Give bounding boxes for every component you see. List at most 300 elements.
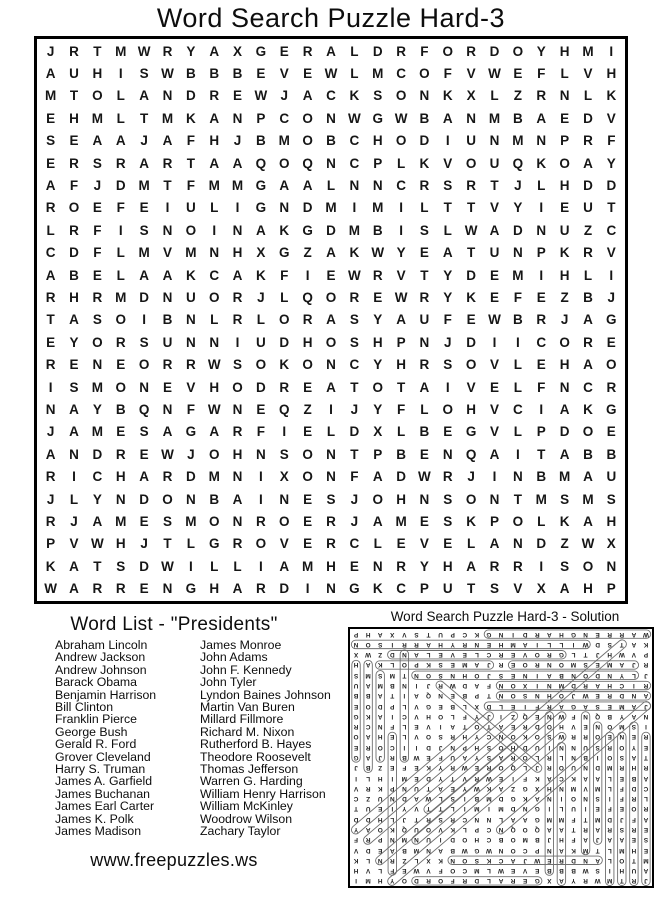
grid-cell: Z (303, 402, 312, 418)
grid-cell: L (513, 379, 522, 395)
grid-cell: O (498, 764, 504, 772)
grid-cell: M (474, 805, 480, 813)
grid-cell: E (462, 651, 467, 659)
word-list-item: John Adams (200, 650, 268, 665)
grid-cell: P (560, 133, 570, 149)
grid-cell: P (396, 334, 406, 350)
grid-cell: N (162, 290, 173, 306)
grid-cell: I (609, 267, 614, 283)
grid-cell: Y (438, 764, 443, 772)
grid-cell: N (162, 581, 173, 597)
grid-cell: V (186, 379, 196, 395)
grid-cell: R (326, 536, 336, 552)
grid-cell: L (420, 200, 429, 216)
grid-cell: O (474, 723, 480, 731)
grid-cell: O (534, 733, 540, 741)
grid-cell: O (522, 661, 528, 669)
grid-cell: I (72, 469, 76, 485)
grid-cell: I (118, 222, 123, 238)
grid-cell: M (91, 379, 104, 395)
grid-cell: P (536, 424, 546, 440)
grid-cell: A (414, 692, 419, 700)
grid-cell: H (547, 784, 552, 792)
grid-cell: O (325, 334, 337, 350)
grid-cell: W (161, 558, 174, 574)
grid-cell: V (606, 245, 616, 261)
grid-cell: L (186, 536, 195, 552)
grid-cell: Y (606, 155, 616, 171)
grid-cell: F (390, 867, 395, 875)
grid-cell: R (536, 312, 547, 328)
grid-cell: N (139, 379, 149, 395)
grid-cell: E (353, 743, 359, 751)
grid-cell: H (353, 867, 359, 875)
grid-cell: G (474, 846, 480, 854)
grid-cell: L (366, 774, 371, 782)
grid-cell: B (583, 754, 588, 762)
grid-cell: R (583, 877, 588, 885)
grid-cell: G (279, 245, 290, 261)
grid-cell: I (488, 805, 490, 813)
grid-cell: N (583, 630, 588, 638)
grid-cell: R (232, 290, 243, 306)
grid-cell: J (46, 424, 55, 440)
grid-cell: H (606, 514, 617, 530)
grid-cell: Y (619, 671, 624, 679)
grid-cell: L (426, 651, 431, 659)
grid-cell: L (486, 877, 491, 885)
grid-cell: B (326, 133, 336, 149)
grid-cell: I (391, 774, 394, 782)
grid-cell: N (377, 856, 383, 864)
grid-cell: R (643, 764, 649, 772)
grid-cell: L (537, 514, 546, 530)
grid-cell: P (490, 514, 500, 530)
grid-cell: D (353, 815, 359, 823)
grid-cell: O (462, 856, 468, 864)
grid-cell: S (595, 743, 600, 751)
grid-cell: F (571, 815, 576, 823)
grid-cell: G (353, 712, 359, 720)
grid-cell: S (139, 222, 149, 238)
grid-cell: J (233, 133, 242, 149)
grid-cell: M (91, 424, 104, 440)
grid-cell: I (539, 267, 544, 283)
grid-cell: H (559, 178, 570, 194)
grid-cell: I (463, 805, 466, 813)
grid-cell: C (365, 723, 371, 731)
grid-cell: Z (560, 290, 569, 306)
grid-cell: N (486, 815, 492, 823)
grid-cell: A (583, 357, 593, 373)
grid-cell: R (583, 133, 593, 149)
grid-cell: A (583, 702, 588, 710)
grid-cell: G (208, 536, 220, 552)
grid-cell: W (347, 110, 361, 126)
grid-cell: A (139, 88, 149, 104)
grid-cell: N (442, 446, 453, 462)
grid-cell: Y (474, 712, 479, 720)
word-list-item: Abraham Lincoln (55, 638, 148, 652)
grid-cell: A (442, 110, 453, 126)
grid-cell: S (443, 491, 453, 507)
grid-cell: H (606, 66, 617, 82)
grid-cell: Q (510, 764, 516, 772)
grid-cell: H (372, 334, 383, 350)
grid-cell: R (466, 178, 477, 194)
grid-cell: I (512, 630, 514, 638)
grid-cell: O (279, 312, 290, 328)
grid-cell: D (115, 178, 126, 194)
grid-cell: C (559, 774, 564, 782)
grid-cell: O (465, 155, 477, 171)
grid-cell: V (443, 155, 453, 171)
grid-cell: U (559, 222, 570, 238)
grid-cell: R (607, 630, 613, 638)
grid-cell: K (185, 267, 196, 283)
grid-cell: A (619, 836, 625, 844)
grid-cell: M (348, 222, 360, 238)
grid-cell: I (548, 743, 551, 751)
grid-cell: T (396, 379, 406, 395)
grid-cell: R (547, 702, 552, 710)
grid-cell: I (500, 712, 502, 720)
grid-cell: P (390, 784, 395, 792)
grid-cell: W (497, 867, 505, 875)
grid-cell: R (547, 651, 552, 659)
grid-cell: T (631, 856, 636, 864)
grid-cell: E (390, 733, 395, 741)
grid-cell: K (279, 222, 290, 238)
grid-cell: N (619, 733, 625, 741)
grid-cell: M (488, 110, 501, 126)
grid-cell: O (208, 514, 220, 530)
grid-cell: L (414, 856, 419, 864)
grid-cell: I (399, 222, 403, 238)
grid-cell: O (325, 290, 337, 306)
grid-cell: P (373, 446, 383, 462)
grid-cell: B (512, 110, 523, 126)
grid-cell: V (69, 536, 79, 552)
grid-cell: O (426, 671, 432, 679)
grid-cell: R (462, 640, 468, 648)
grid-cell: J (444, 334, 452, 350)
grid-cell: I (539, 558, 544, 574)
grid-cell: M (607, 661, 613, 669)
grid-cell: U (185, 290, 196, 306)
grid-cell: E (607, 733, 612, 741)
grid-cell: B (547, 867, 552, 875)
grid-cell: Y (474, 754, 479, 762)
grid-cell: N (512, 469, 523, 485)
grid-cell: A (559, 877, 564, 885)
grid-cell: S (139, 334, 149, 350)
grid-cell: J (595, 836, 600, 844)
solution-word-capsule (434, 679, 543, 774)
grid-cell: I (608, 795, 611, 803)
grid-cell: S (595, 702, 600, 710)
grid-cell: H (619, 867, 625, 875)
grid-cell: A (209, 155, 220, 171)
grid-cell: N (512, 245, 523, 261)
grid-cell: K (450, 825, 455, 833)
grid-cell: A (256, 222, 266, 238)
grid-cell: P (373, 155, 383, 171)
grid-cell: I (445, 133, 450, 149)
grid-cell: D (522, 743, 528, 751)
solution-word-capsule (352, 660, 360, 762)
grid-cell: U (256, 334, 266, 350)
grid-cell: L (513, 357, 522, 373)
grid-cell: K (536, 155, 547, 171)
grid-cell: E (443, 536, 453, 552)
grid-cell: Z (402, 856, 407, 864)
word-list-item: Grover Cleveland (55, 749, 151, 764)
grid-cell: L (233, 558, 242, 574)
grid-cell: E (450, 661, 455, 669)
grid-cell: A (643, 867, 649, 875)
grid-cell: S (378, 640, 383, 648)
grid-cell: J (350, 514, 359, 530)
grid-cell: S (486, 743, 492, 751)
grid-cell: J (378, 754, 382, 762)
grid-cell: D (279, 334, 290, 350)
grid-cell: H (69, 110, 79, 126)
word-list-item: Barack Obama (55, 675, 138, 690)
grid-cell: E (303, 536, 313, 552)
grid-cell: A (438, 846, 443, 854)
grid-cell: W (464, 222, 478, 238)
grid-cell: A (326, 312, 336, 328)
grid-cell: L (607, 784, 612, 792)
grid-cell: E (419, 514, 429, 530)
grid-cell: G (185, 424, 197, 440)
grid-cell: E (643, 846, 649, 854)
grid-cell: N (402, 784, 407, 792)
grid-cell: N (559, 743, 564, 751)
grid-cell: R (607, 825, 613, 833)
grid-cell: S (419, 222, 429, 238)
grid-cell: G (534, 805, 540, 813)
grid-cell: A (489, 222, 500, 238)
grid-cell: H (92, 66, 103, 82)
grid-cell: F (186, 402, 195, 418)
grid-cell: V (490, 402, 500, 418)
grid-cell: R (396, 558, 406, 574)
grid-cell: W (461, 846, 468, 854)
grid-cell: J (70, 514, 78, 530)
grid-cell: A (474, 661, 480, 669)
grid-cell: N (536, 222, 547, 238)
grid-cell: T (490, 178, 499, 194)
grid-cell: S (595, 795, 600, 803)
grid-cell: A (438, 784, 443, 792)
grid-cell: A (510, 815, 516, 823)
grid-cell: F (619, 795, 624, 803)
grid-cell: M (594, 784, 601, 792)
grid-cell: H (209, 133, 220, 149)
grid-cell: V (279, 66, 289, 82)
grid-cell: N (571, 754, 576, 762)
grid-cell: F (443, 66, 452, 82)
grid-cell: E (631, 836, 637, 844)
grid-cell: H (377, 733, 383, 741)
grid-cell: H (607, 651, 613, 659)
grid-cell: O (450, 867, 456, 875)
grid-cell: Y (438, 774, 443, 782)
grid-cell: G (426, 702, 432, 710)
grid-cell: R (162, 357, 173, 373)
grid-cell: D (619, 692, 625, 700)
grid-cell: N (498, 682, 504, 690)
grid-cell: G (465, 424, 477, 440)
grid-cell: T (619, 640, 624, 648)
grid-cell: K (353, 856, 359, 864)
solution-word-capsule (448, 856, 602, 864)
grid-cell: I (539, 402, 544, 418)
grid-cell: W (461, 764, 468, 772)
grid-cell: B (559, 671, 564, 679)
grid-cell: V (353, 846, 359, 854)
grid-cell: S (595, 867, 600, 875)
grid-cell: E (490, 290, 500, 306)
grid-cell: L (350, 66, 359, 82)
grid-cell: T (426, 630, 431, 638)
grid-cell: Q (401, 825, 407, 833)
grid-cell: L (523, 764, 528, 772)
grid-cell: D (365, 846, 371, 854)
grid-cell: S (606, 491, 616, 507)
grid-cell: F (571, 836, 576, 844)
grid-cell: E (353, 702, 359, 710)
grid-cell: W (488, 66, 501, 82)
grid-cell: H (426, 712, 431, 720)
grid-cell: H (559, 630, 564, 638)
grid-cell: N (389, 836, 395, 844)
grid-cell: J (93, 178, 102, 194)
grid-cell: B (498, 836, 504, 844)
grid-cell: D (536, 536, 547, 552)
solution-word-capsule (496, 692, 650, 700)
grid-cell: M (462, 661, 468, 669)
grid-cell: O (353, 733, 359, 741)
grid-cell: G (558, 651, 564, 659)
grid-cell: T (467, 200, 476, 216)
grid-cell: U (571, 805, 576, 813)
grid-cell: M (231, 178, 244, 194)
grid-cell: V (366, 867, 371, 875)
grid-cell: S (560, 491, 570, 507)
grid-cell: D (559, 424, 570, 440)
grid-cell: M (510, 640, 516, 648)
grid-cell: G (255, 43, 267, 59)
grid-cell: N (466, 110, 477, 126)
grid-cell: B (419, 424, 430, 440)
grid-cell: A (559, 825, 564, 833)
grid-cell: A (547, 774, 552, 782)
grid-cell: J (257, 290, 265, 306)
grid-cell: L (280, 290, 289, 306)
grid-cell: C (462, 867, 468, 875)
grid-cell: N (498, 630, 504, 638)
grid-cell: W (371, 245, 385, 261)
grid-cell: N (185, 491, 196, 507)
grid-cell: T (486, 723, 491, 731)
grid-cell: T (486, 692, 491, 700)
solution-word-capsule (508, 661, 638, 669)
grid-cell: C (349, 357, 360, 373)
grid-cell: E (631, 733, 637, 741)
grid-cell: A (92, 133, 103, 149)
grid-cell: V (523, 651, 528, 659)
grid-cell: H (209, 581, 220, 597)
grid-cell: N (536, 133, 547, 149)
grid-cell: N (162, 88, 173, 104)
grid-cell: A (631, 640, 637, 648)
grid-cell: K (438, 856, 443, 864)
grid-cell: L (462, 702, 467, 710)
grid-cell: A (45, 267, 56, 283)
word-list-item: Harry S. Truman (55, 762, 146, 777)
grid-cell: O (302, 133, 313, 149)
grid-cell: U (353, 682, 359, 690)
grid-cell: O (115, 379, 127, 395)
grid-cell: C (486, 825, 492, 833)
grid-cell: T (450, 774, 455, 782)
grid-cell: N (474, 640, 480, 648)
grid-cell: D (139, 290, 149, 306)
grid-cell: N (232, 110, 243, 126)
grid-cell: R (462, 877, 468, 885)
grid-cell: W (582, 640, 589, 648)
grid-cell: V (414, 702, 419, 710)
grid-cell: I (439, 723, 442, 731)
grid-cell: N (389, 795, 395, 803)
grid-cell: B (474, 795, 480, 803)
grid-cell: J (514, 178, 522, 194)
grid-cell: X (373, 424, 383, 440)
grid-cell: U (466, 133, 477, 149)
solution-word-capsule (642, 732, 650, 885)
grid-cell: D (419, 133, 430, 149)
grid-cell: M (115, 514, 127, 530)
grid-cell: N (474, 815, 480, 823)
grid-cell: P (474, 692, 479, 700)
grid-cell: C (462, 630, 468, 638)
grid-cell: N (377, 723, 383, 731)
grid-cell: O (302, 446, 313, 462)
grid-cell: K (45, 558, 56, 574)
grid-cell: H (559, 43, 570, 59)
grid-cell: V (402, 630, 407, 638)
grid-cell: N (45, 402, 56, 418)
grid-cell: A (326, 245, 336, 261)
grid-cell: J (487, 671, 491, 679)
grid-cell: S (116, 558, 126, 574)
grid-cell: L (644, 795, 648, 803)
grid-cell: N (185, 312, 196, 328)
grid-cell: R (92, 581, 103, 597)
grid-cell: J (644, 671, 648, 679)
grid-cell: Y (396, 245, 406, 261)
grid-cell: B (512, 312, 523, 328)
grid-cell: M (570, 661, 577, 669)
grid-cell: Y (69, 334, 79, 350)
grid-cell: K (365, 712, 371, 720)
grid-cell: P (46, 536, 56, 552)
grid-cell: O (559, 155, 570, 171)
grid-cell: E (510, 723, 516, 731)
